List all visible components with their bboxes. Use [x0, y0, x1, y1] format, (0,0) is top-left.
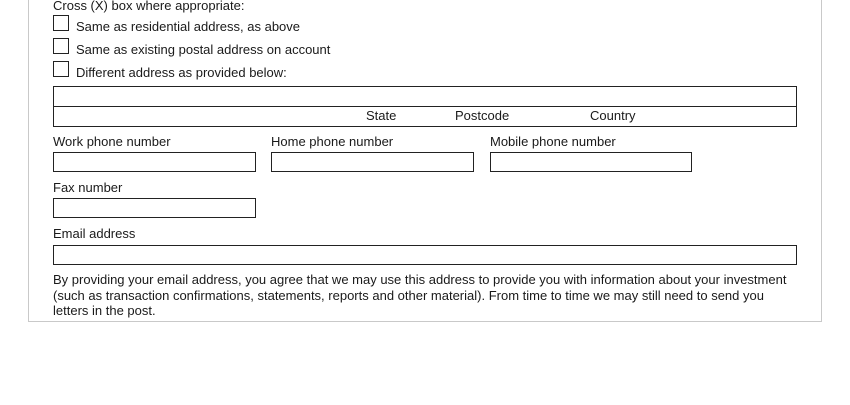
- home-phone-field[interactable]: [271, 152, 474, 172]
- fax-field[interactable]: [53, 198, 256, 218]
- email-field[interactable]: [53, 245, 797, 265]
- email-disclaimer: By providing your email address, you agree that we may use this address to provide you with information about your investment (such as transaction confirmations, statements, reports and other material). From time to time we may still need to send you letters in the post.: [53, 272, 787, 318]
- address-box[interactable]: [53, 86, 797, 127]
- postcode-label: Postcode: [455, 108, 510, 123]
- fax-label: Fax number: [53, 180, 123, 195]
- checkbox-different-address[interactable]: [53, 61, 69, 77]
- address-divider: [54, 106, 796, 107]
- option-label-same-residential: Same as residential address, as above: [76, 19, 301, 34]
- country-label: Country: [590, 108, 636, 123]
- work-phone-label: Work phone number: [53, 134, 171, 149]
- checkbox-same-postal[interactable]: [53, 38, 69, 54]
- mobile-phone-field[interactable]: [490, 152, 692, 172]
- instruction-text: Cross (X) box where appropriate:: [53, 0, 245, 13]
- home-phone-label: Home phone number: [271, 134, 394, 149]
- mobile-phone-label: Mobile phone number: [490, 134, 616, 149]
- email-label: Email address: [53, 226, 136, 241]
- checkbox-same-residential[interactable]: [53, 15, 69, 31]
- state-label: State: [366, 108, 397, 123]
- option-label-same-postal: Same as existing postal address on account: [76, 42, 331, 57]
- work-phone-field[interactable]: [53, 152, 256, 172]
- option-label-different-address: Different address as provided below:: [76, 65, 287, 80]
